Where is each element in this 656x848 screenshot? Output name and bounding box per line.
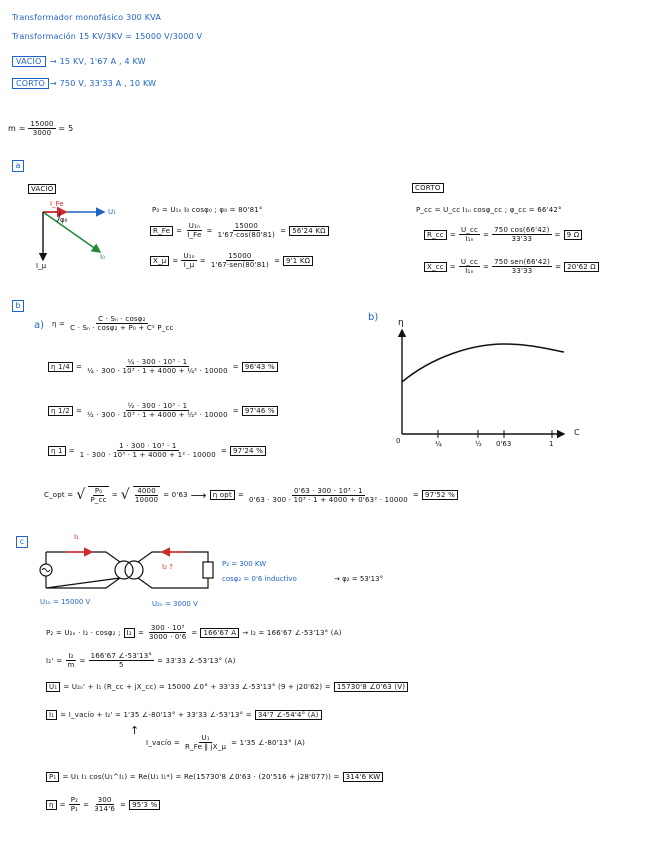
eta-opt-result: 97'52 % [422,490,458,500]
eta-quarter-eq: η 1/4 = $\frac{\text{¼ · 300 · 10³ · 1}}{\text{¼ · 300 · 10³ · 1 + 4000 + ¼² · 10000}}$ = 96'43 % [48,358,278,375]
i2-calc-den: 3000 · 0'6 [149,633,187,641]
xcc-frac2 [492,258,552,275]
graph-tick-copt: 0'63 [496,440,512,448]
pcc-line: P_cc = U_cc I₁ₙ cosφ_cc ; φ_cc = 66'42° [416,206,562,214]
eta-final-frac2 [92,796,117,813]
eta-full-den: 1 · 300 · 10³ · 1 + 4000 + 1² · 10000 [79,451,216,459]
ivacio-arrow: ↑ [130,724,140,737]
secondary-loop [138,552,208,588]
p1-calc-result: 314'6 KW [343,772,384,782]
rfe-frac1-num: U₁ₙ [188,222,201,230]
p1-calc [46,772,383,782]
ratio-m [8,120,73,137]
copt-frac1-den: P_cc [90,496,107,504]
eta-formula [52,315,176,332]
eta-quarter-fraction [85,358,230,375]
xmu-result: 9'1 KΩ [283,256,313,266]
i1-label: I₁ [74,533,79,541]
rcc-lhs: R_cc [424,230,447,240]
ivacio-den: R_Fe ‖ jX_μ [184,743,227,751]
xcc-frac2-den: 33'33 [511,267,533,275]
graph-origin: 0 [396,437,401,445]
copt-arrow: ⟶ [190,488,207,502]
load-resistor [203,562,213,578]
transformer-title: Transformador monofásico 300 KVA [12,13,161,22]
ivacio-calc [146,734,305,751]
u1-calc [46,682,408,692]
eta-formula-den: C · Sₙ · cosφ₂ + P₀ + C² P_cc [70,324,174,332]
eta-final-frac1-num: P₂ [70,796,79,804]
i2-calc-lhs: I₂ [124,628,135,638]
eta-quarter-den: ¼ · 300 · 10³ · 1 + 4000 + ¼² · 10000 [87,367,228,375]
load-powerfactor: cosφ₂ = 0'6 inductivo [222,575,297,583]
i2-calc-result: 166'67 A [200,628,239,638]
copt-frac1 [88,486,108,504]
section-c-tag: c [16,536,28,548]
part-a-label: a) [34,320,45,331]
rcc-frac1-num: U_cc [460,226,479,234]
section-b-tag: b [12,300,24,312]
eta-opt-num: 0'63 · 300 · 10³ · 1 [294,486,363,495]
load-angle: → φ₂ = 53'13° [334,575,384,583]
rfe-frac1-den: I_Fe [187,231,202,239]
xcc-frac1 [459,258,480,275]
rcc-eq: R_cc = $\frac{U\_cc}{\text{I₁ₙ}}$ = $\frac{750 \cos(66'42)}{33'33}$ = 9 Ω [424,226,582,243]
eta-full-fraction [78,442,218,459]
ratio-m-lhs: m = [8,124,26,133]
copt-result: = 0'63 [163,491,188,499]
eta-quarter-num: ¼ · 300 · 10³ · 1 [127,358,188,366]
ratio-m-fraction [28,120,55,137]
i2prime-calc: I₂' = $\frac{\text{I₂}}{m}$ = $\frac{166'67 \angle-53'13^\circ}{5}$ = 33'33 ∠-53'13° (A) [46,652,236,669]
xmu-lhs: X_μ [150,256,169,266]
graph-tick-quarter: ¼ [435,440,442,448]
phasor-diagram [38,200,118,270]
i2prime-frac1 [65,652,76,669]
xmu-frac2 [209,252,271,269]
graph-ylabel: η [398,318,404,328]
eta-quarter-lhs: η 1/4 [48,362,73,372]
vacio-data: → 15 KV, 1'67 A , 4 KW [50,57,146,66]
imu-label: I_μ [36,262,47,270]
rfe-lhs: R_Fe [150,226,173,236]
eta-opt-lhs: η opt [210,490,235,500]
i2prime-lhs: I₂' [46,656,54,665]
eta-half-eq: η 1/2 = $\frac{\text{½ · 300 · 10³ · 1}}{\text{½ · 300 · 10³ · 1 + 4000 + ½² · 10000}}$ = 97'46 % [48,402,278,419]
eta-half-den: ½ · 300 · 10³ · 1 + 4000 + ½² · 10000 [87,411,228,419]
xcc-frac1-den: I₁ₙ [465,267,474,275]
i2prime-frac2 [89,652,154,669]
eta-full-eq: η 1 = $\frac{\text{1 · 300 · 10³ · 1}}{\text{1 · 300 · 10³ · 1 + 4000 + 1² · 10000}}$ = 97'24 % [48,442,266,459]
rfe-eq: R_Fe = $\frac{\text{U₁ₙ}}{I\_Fe}$ = $\frac{15000}{1'67\cdot\cos(80'81)}$ = 56'24 KΩ [150,222,329,239]
sqrt-sign-2: √ [120,487,130,503]
phi-label: φ₀ [60,216,68,224]
u1-label: U₁ [108,208,116,216]
copt-frac1-num: P₀ [94,487,103,495]
xmu-frac2-den: 1'67·sen(80'81) [210,261,269,269]
rfe-frac2 [216,222,278,239]
eta-quarter-result: 96'43 % [242,362,278,372]
ife-label: I_Fe [50,200,64,208]
ratio-m-den: 3000 [32,129,52,137]
graph-tick-one: 1 [549,440,554,448]
eta-half-lhs: η 1/2 [48,406,73,416]
i0-phasor [43,212,100,252]
xmu-frac1 [181,252,196,269]
rfe-frac2-num: 15000 [234,222,258,230]
load-power: P₂ = 300 KW [222,560,267,568]
rcc-frac1-den: I₁ₙ [465,235,474,243]
u1-calc-lhs: U₁ [46,682,60,692]
xmu-frac1-num: U₁ₙ [183,252,195,260]
u1-calc-result: 15730'8 ∠0'63 (V) [334,682,408,692]
eta-opt-fraction [247,487,410,504]
rfe-frac2-den: 1'67·cos(80'81) [217,231,276,239]
ratio-m-num: 15000 [30,120,54,128]
graph-tick-half: ½ [475,440,482,448]
eta-full-result: 97'24 % [230,446,266,456]
vacio-tag: VACÍO [28,184,56,194]
i2prime-frac1-num: I₂ [68,652,74,660]
copt-frac2-den: 10000 [134,496,159,504]
vacio-label: VACÍO [12,56,46,67]
ratio-m-result: = 5 [58,124,74,133]
i2prime-frac1-den: m [67,661,75,669]
copt-eq: C_opt = √ $\frac{\text{P₀}}{P\_cc}$ = √ $\frac{4000}{10000}$ = 0'63 ⟶ η opt = $\frac{\text{0'63 · 300 · 10³ · 1}}{\text{0'63 · 300 · 10³ · 1 + 4000 + 0'63² · 10000}}$ = 97'52 % [44,486,458,504]
u1-calc-body: = U₂ₙ' + I₁ (R_cc + jX_cc) = 15000 ∠0° + 33'33 ∠-53'13° (9 + j20'62) = [63,683,331,691]
transformer-winding-2 [125,561,143,579]
primary-loop [46,552,120,588]
i2prime-result: = 33'33 ∠-53'13° (A) [157,656,236,665]
ivacio-fraction [183,734,228,751]
i1-calc-body: = I_vacío + I₂' = 1'35 ∠-80'13° + 33'33 ∠-53'13° = [60,711,252,719]
corto-tag: CORTO [412,183,444,193]
eta-final-lhs: η [46,800,57,810]
i2prime-frac2-num: 166'67 ∠-53'13° [90,652,153,660]
i0-label: I₀ [100,253,105,261]
i2-label: I₂ ? [162,563,173,571]
p0-line: P₀ = U₁ₙ I₀ cosφ₀ ; φ₀ = 80'81° [152,206,263,214]
eta-formula-fraction [68,315,175,332]
eta-final-frac2-num: 300 [97,796,112,804]
rcc-frac2 [492,226,551,243]
copt-lhs: C_opt = [44,491,74,499]
eta-half-result: 97'46 % [242,406,278,416]
xcc-frac2-num: 750 sen(66'42) [494,258,551,266]
part-b-label: b) [368,312,379,323]
eta-final-frac1-den: P₁ [70,805,79,813]
sqrt-sign-1: √ [76,487,86,503]
eta-final-frac2-den: 314'6 [94,805,115,813]
p1-calc-lhs: P₁ [46,772,59,782]
transformer-winding-1 [115,561,133,579]
i2-phasor-result: → I₂ = 166'67 ∠-53'13° (A) [242,628,342,637]
corto-data: → 750 V, 33'33 A , 10 KW [50,79,157,88]
xcc-eq: X_cc = $\frac{U\_cc}{\text{I₁ₙ}}$ = $\frac{\text{750 sen(66'42)}}{33'33}$ = 20'62 Ω [424,258,599,275]
i1-calc [46,710,322,720]
i2-calc-fraction [147,624,188,641]
eta-opt-den: 0'63 · 300 · 10³ · 1 + 4000 + 0'63² · 10000 [248,495,408,504]
ivacio-result: = 1'35 ∠-80'13° (A) [231,738,306,747]
rcc-frac2-num: 750 cos(66'42) [494,226,550,234]
eta-final-calc: η = $\frac{\text{P₂}}{\text{P₁}}$ = $\frac{300}{314'6}$ = 95'3 % [46,796,160,813]
i2-calc-p2: P₂ = U₂ₙ · I₂ · cosφ₂ ; [46,628,121,637]
eta-symbol: η = [52,319,66,328]
eta-half-num: ½ · 300 · 10³ · 1 [127,402,188,410]
i2-calc: P₂ = U₂ₙ · I₂ · cosφ₂ ; I₂ = $\frac{\text{300 · 10³}}{3000 \cdot 0'6}$ = 166'67 A → I₂ = 166'67 ∠-53'13° (A) [46,624,342,641]
xmu-eq: X_μ = $\frac{\text{U₁ₙ}}{I\_\mu}$ = $\frac{15000}{\text{1'67·sen(80'81)}}$ = 9'1 KΩ [150,252,313,269]
eta-final-frac1 [69,796,80,813]
i2prime-frac2-den: 5 [119,661,124,669]
rcc-frac1 [459,226,480,243]
xmu-frac1-den: I_μ [183,261,195,269]
corto-label: CORTO [12,78,49,89]
xcc-result: 20'62 Ω [564,262,599,272]
section-a-tag: a [12,160,24,172]
eta-full-lhs: η 1 [48,446,66,456]
copt-frac2 [133,486,160,504]
eta-full-num: 1 · 300 · 10³ · 1 [119,442,177,450]
xcc-frac1-num: U_cc [460,258,478,266]
u1n-label: U₁ₙ = 15000 V [40,598,91,606]
rfe-frac1 [185,222,203,239]
rfe-result: 56'24 KΩ [289,226,329,236]
i1-calc-result: 34'7 ∠-54'4° (A) [255,710,322,720]
efficiency-graph [392,322,592,452]
efficiency-curve [402,344,564,382]
ivacio-lhs: I_vacío = [146,738,180,747]
graph-xlabel: C [574,428,580,437]
i2-calc-num: 300 · 10³ [150,624,185,632]
xcc-lhs: X_cc [424,262,447,272]
transformer-circuit [36,540,236,600]
rcc-result: 9 Ω [564,230,583,240]
xmu-frac2-num: 15000 [228,252,252,260]
eta-formula-num: C · Sₙ · cosφ₂ [98,315,146,323]
eta-half-fraction [85,402,230,419]
u2n-label: U₂ₙ = 3000 V [152,600,198,608]
i1-calc-lhs: I₁ [46,710,57,720]
transformation-ratio-line: Transformación 15 KV/3KV = 15000 V/3000 V [12,32,203,41]
rcc-frac2-den: 33'33 [511,235,533,243]
ivacio-num: U₁ [201,734,210,742]
copt-frac2-num: 4000 [137,487,156,495]
p1-calc-body: = U₁ I₁ cos(U₁^I₁) = Re(U₁ I₁*) = Re(15730'8 ∠0'63 · (20'516 + j28'077)) = [62,773,340,781]
eta-final-result: 95'3 % [129,800,160,810]
